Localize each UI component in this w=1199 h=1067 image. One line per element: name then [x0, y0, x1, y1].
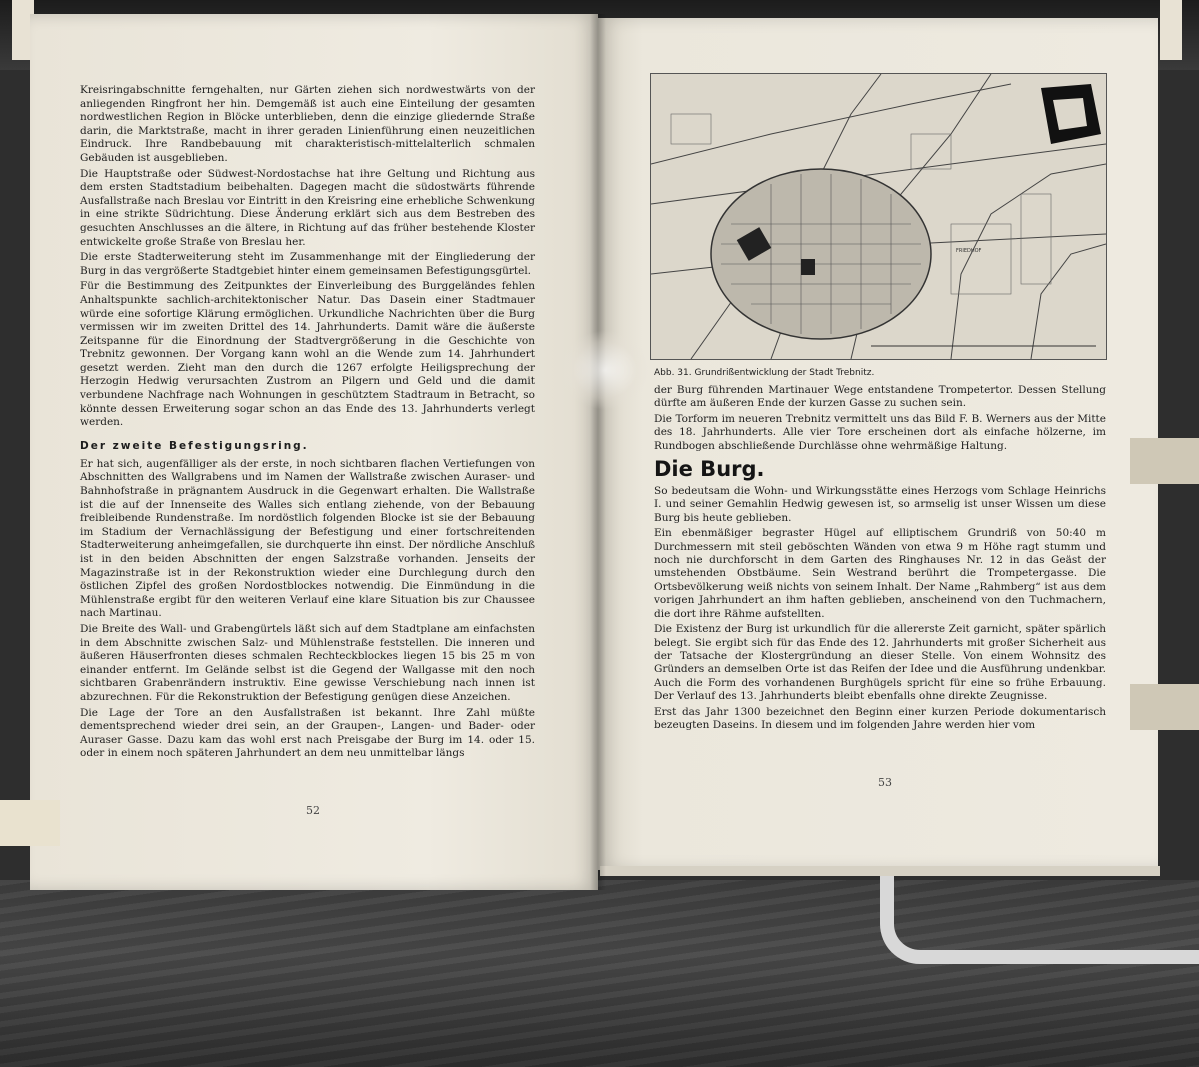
right-page-edge — [600, 866, 1160, 876]
paragraph: Die Torform im neueren Trebnitz vermittelt uns das Bild F. B. Werners aus der Mitte des 18. Jahrhunderts. Alle vier Tore erscheinen dort als einfache hölzerne, im Rundbogen abschließende Durchlässe ohne wehrmäßige Haltung. — [654, 412, 1106, 452]
paragraph: Für die Bestimmung des Zeitpunktes der Einverleibung des Burggeländes fehlen Anhaltspunkte sachlich-architektonischer Natur. Das Dasein einer Stadtmauer würde eine sofortige Klärung ermöglichen. Urkundliche Nachrichten über die Burg vermissen wir im zweiten Drittel des 14. Jahrhunderts. Damit wäre die äußerste Zeitspanne für die Einordnung der Stadtvergrößerung in die Geschichte von Trebnitz gewonnen. Der Vorgang kann wohl an die Wende zum 14. Jahrhundert gesetzt werden. Zieht man den durch die 1267 erfolgte Heiligsprechung der Herzogin Hedwig verursachten Zustrom an Pilgern und Geld und die damit verbundene Nachfrage nach Wohnungen in geschütztem Stadtraum in Betracht, so könnte dessen Erweiterung sogar schon an das Ende des 13. Jahrhunderts verlegt werden. — [80, 280, 535, 429]
paragraph: Erst das Jahr 1300 bezeichnet den Beginn einer kurzen Periode dokumentarisch bezeugten Daseins. In diesem und im folgenden Jahre werden hier vom — [654, 705, 1106, 731]
paragraph: Er hat sich, augenfälliger als der erste, in noch sichtbaren flachen Vertiefungen von Abschnitten des Wallgrabens und im Namen der Wallstraße zwischen Auraser- und Bahnhofstraße in prägnantem Ausdruck in die Gegenwart erhalten. Die Wallstraße ist die auf der Innenseite des Walles sich entlang ziehende, von der Bebauung freibleibende Rundenstraße. Im nordöstlich folgenden Blocke ist sie der Bebauung im Stadium der Vernachlässigung der Befestigung und einer fortschreitenden Stadterweiterung anheimgefallen, sie durchquerte ihn einst. Der nördliche Anschluß ist in den beiden Abschnitten der engen Salzstraße vorhanden. Jenseits der Magazinstraße ist in der Rekonstruktion wieder eine Durchlegung durch den östlichen Zipfel des großen Nordostblockes notwendig. Die Einmündung in die Mühlenstraße ergibt für den weiteren Verlauf eine klare Situation bis zur Chaussee nach Martinau. — [80, 457, 535, 620]
paragraph: der Burg führenden Martinauer Wege entstandene Trompetertor. Dessen Stellung dürfte am äußeren Ende der kurzen Gasse zu suchen sein. — [654, 384, 1106, 410]
page-crease — [560, 330, 650, 410]
map-label: FRIEDHOF — [956, 248, 982, 254]
paragraph: So bedeutsam die Wohn- und Wirkungsstätte eines Herzogs vom Schlage Heinrichs I. und seiner Gemahlin Hedwig gewesen ist, so armselig ist unser Wissen um diese Burg bis heute geblieben. — [654, 485, 1106, 524]
paragraph: Die Lage der Tore an den Ausfallstraßen ist bekannt. Ihre Zahl müßte dementsprechend wieder drei sein, an der Graupen-, Langen- und Bader- oder Auraser Gasse. Dazu kam das wohl erst nach Preisgabe der Burg im 14. oder 15. oder in einem noch späteren Jahrhundert an dem neu unmittelbar längs — [80, 706, 535, 760]
paragraph: Die erste Stadterweiterung steht im Zusammenhange mit der Eingliederung der Burg in das vergrößerte Stadtgebiet hinter einem gemeinsamen Befestigungsgürtel. — [80, 251, 535, 277]
table-object — [880, 870, 1199, 964]
paragraph: Die Breite des Wall- und Grabengürtels läßt sich auf dem Stadtplane am einfachsten in dem Abschnitte zwischen Salz- und Mühlenstraße feststellen. Die inneren und äußeren Häuserfronten dieses schmalen Rechteckblockes liegen 15 bis 25 m von einander entfernt. Im Gelände selbst ist die Gegend der Wallgasse mit den noch sichtbaren Grabenrändern instruktiv. Eine gewisse Verschiebung nach innen ist abzurechnen. Für die Rekonstruktion der Befestigung genügen diese Anzeichen. — [80, 622, 535, 703]
section-heading: Die Burg. — [654, 457, 765, 482]
bookmark-tab-right-upper — [1130, 438, 1199, 484]
book-spine — [590, 14, 606, 890]
bookmark-tab-left — [0, 800, 60, 846]
page-number: 52 — [306, 804, 320, 817]
paragraph: Ein ebenmäßiger begraster Hügel auf elliptischem Grundriß von 50:40 m Durchmessern mit steil geböschten Wänden von etwa 9 m Höhe ragt stumm und noch nie durchforscht in dem Garten des Ringhauses Nr. 12 in das Geäst der umstehenden Obstbäume. Sein Westrand berührt die Trompetergasse. Die Ortsbevölkerung weiß nichts von seinem Inhalt. Der Name „Rahmberg“ ist aus dem vorigen Jahrhundert an ihm haften geblieben, anscheinend von den Tuchmachern, die dort ihre Rähme aufstellten. — [654, 527, 1106, 620]
right-page-text — [654, 384, 1106, 734]
paper-strip-right — [1160, 0, 1182, 60]
paragraph: Die Existenz der Burg ist urkundlich für die allererste Zeit garnicht, später spärlich belegt. Sie ergibt sich für das Ende des 12. Jahrhunderts mit großer Sicherheit aus der Tatsache der Klostergründung an dieser Stelle. Von einem Wohnsitz des Gründers an demselben Orte ist das Reifen der Idee und die Ausführung undenkbar. Auch die Form des vorhandenen Burghügels spricht für eine so frühe Erbauung. Der Verlauf des 13. Jahrhunderts bleibt ebenfalls ohne direkte Zeugnisse. — [654, 623, 1106, 703]
left-page-text — [80, 84, 535, 763]
paragraph: Die Hauptstraße oder Südwest-Nordostachse hat ihre Geltung und Richtung aus dem ersten Stadtstadium beibehalten. Dagegen macht die südostwärts führende Ausfallstraße nach Breslau vor Eintritt in den Kreisring eine erhebliche Schwenkung in eine strikte Südrichtung. Diese Änderung erklärt sich aus dem Bestreben des gesuchten Anschlusses an die ältere, in Richtung auf das früher bestehende Kloster entwickelte große Straße von Breslau her. — [80, 167, 535, 248]
city-map-figure — [650, 73, 1107, 360]
page-number: 53 — [878, 776, 892, 789]
section-heading: Der zweite Befestigungsring. — [80, 439, 309, 452]
figure-caption: Abb. 31. Grundrißentwicklung der Stadt Trebnitz. — [654, 368, 875, 378]
bookmark-tab-right-lower — [1130, 684, 1199, 730]
paragraph: Kreisringabschnitte ferngehalten, nur Gärten ziehen sich nordwestwärts von der anliegenden Ringfront her hin. Demgemäß ist auch eine Einteilung der gesamten nordwestlichen Region in Blöcke unterblieben, denn die einzige gliedernde Straße darin, die Marktstraße, macht in ihrer geraden Linienführung einen neuzeitlichen Eindruck. Ihre Randbebauung mit charakteristisch-mittelalterlich schmalen Gebäuden ist ausgeblieben. — [80, 84, 535, 164]
city-map-drawing — [651, 74, 1106, 359]
